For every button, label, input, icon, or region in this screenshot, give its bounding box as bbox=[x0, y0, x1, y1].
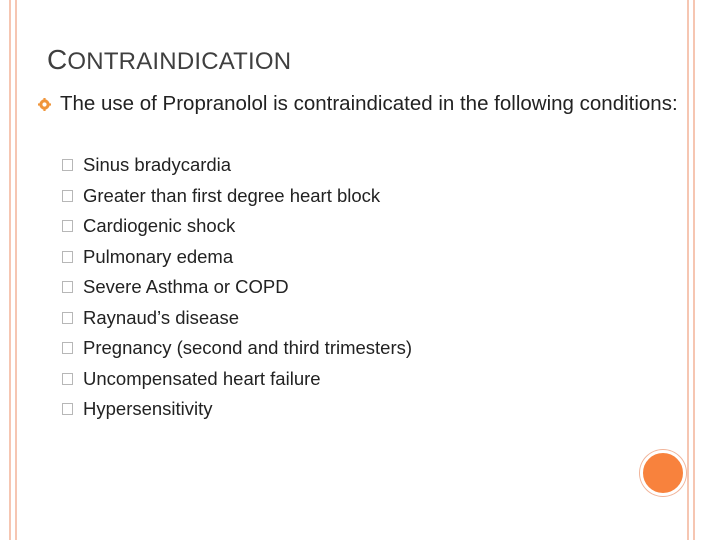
checkbox-icon bbox=[62, 220, 73, 232]
gear-tooth-bottom bbox=[43, 109, 45, 111]
settings-gear-icon bbox=[38, 98, 51, 111]
gear-tooth-right bbox=[49, 103, 51, 105]
list-item-text: Pulmonary edema bbox=[83, 245, 234, 267]
slide-title-first-letter: C bbox=[47, 44, 68, 75]
checkbox-icon bbox=[62, 281, 73, 293]
gear-tooth-left bbox=[38, 103, 40, 105]
orange-circle-icon bbox=[640, 450, 686, 496]
main-bullet-text: The use of Propranolol is contraindicated in the following conditions: bbox=[60, 92, 678, 115]
gear-hole bbox=[42, 102, 46, 106]
list-item bbox=[62, 272, 412, 303]
list-item bbox=[62, 181, 412, 212]
list-item bbox=[62, 394, 412, 425]
right-frame-line-outer bbox=[693, 0, 695, 540]
list-item-text: Greater than first degree heart block bbox=[83, 184, 381, 206]
checkbox-icon bbox=[62, 251, 73, 263]
list-item-text: Raynaud’s disease bbox=[83, 306, 239, 328]
gear-tooth-top bbox=[43, 98, 45, 100]
list-item-text: Cardiogenic shock bbox=[83, 215, 236, 237]
list-item bbox=[62, 333, 412, 364]
left-frame-line-inner bbox=[15, 0, 17, 540]
list-item-text: Sinus bradycardia bbox=[83, 154, 232, 176]
slide-title bbox=[47, 44, 291, 76]
list-item-text: Pregnancy (second and third trimesters) bbox=[83, 337, 413, 359]
checkbox-icon bbox=[62, 159, 73, 171]
checkbox-icon bbox=[62, 403, 73, 415]
list-item bbox=[62, 150, 412, 181]
list-item bbox=[62, 303, 412, 334]
list-item-text: Hypersensitivity bbox=[83, 398, 213, 420]
right-frame-line-inner bbox=[687, 0, 689, 540]
list-item bbox=[62, 242, 412, 273]
slide-title-rest: ONTRAINDICATION bbox=[67, 48, 292, 75]
list-item-text: Severe Asthma or COPD bbox=[83, 276, 289, 298]
sub-bullet-list bbox=[62, 150, 412, 425]
checkbox-icon bbox=[62, 190, 73, 202]
main-bullet bbox=[38, 90, 678, 118]
checkbox-icon bbox=[62, 342, 73, 354]
list-item bbox=[62, 364, 412, 395]
checkbox-icon bbox=[62, 373, 73, 385]
left-frame-line-outer bbox=[9, 0, 11, 540]
list-item-text: Uncompensated heart failure bbox=[83, 367, 321, 389]
list-item bbox=[62, 211, 412, 242]
checkbox-icon bbox=[62, 312, 73, 324]
